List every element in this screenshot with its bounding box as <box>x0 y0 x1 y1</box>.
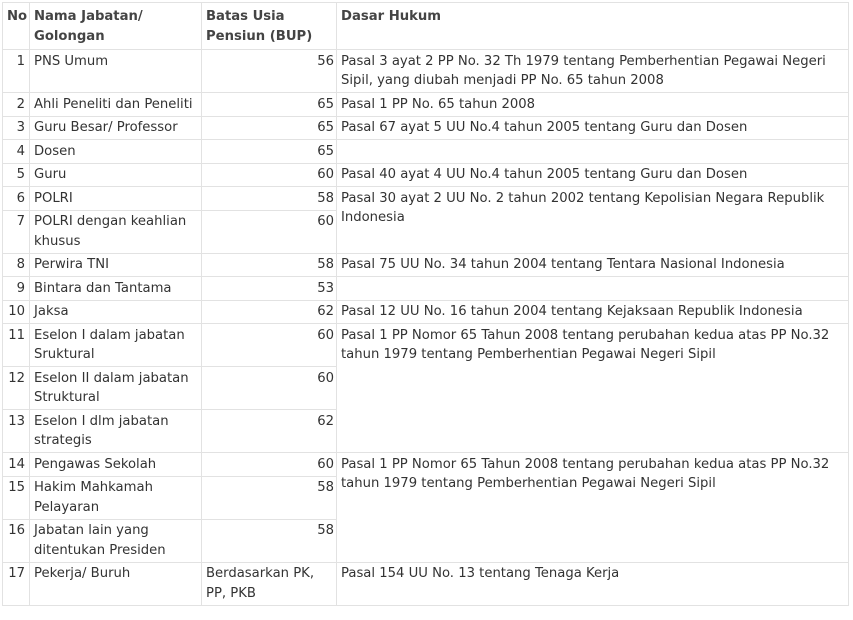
row-law <box>337 140 849 164</box>
row-bup: 60 <box>202 163 337 187</box>
table-row <box>3 140 849 164</box>
row-law: Pasal 30 ayat 2 UU No. 2 tahun 2002 tentang Kepolisian Negara Republik Indonesia <box>337 187 849 254</box>
row-name: PNS Umum <box>30 50 202 93</box>
row-no: 1 <box>3 50 30 93</box>
row-bup: 58 <box>202 519 337 562</box>
row-name: Guru <box>30 163 202 187</box>
row-law: Pasal 1 PP Nomor 65 Tahun 2008 tentang perubahan kedua atas PP No.32 tahun 1979 tentang Pemberhentian Pegawai Negeri Sipil <box>337 324 849 453</box>
table-row <box>3 324 849 367</box>
retirement-age-table <box>2 2 849 606</box>
row-bup: 60 <box>202 210 337 253</box>
row-bup: 62 <box>202 410 337 453</box>
row-no: 13 <box>3 410 30 453</box>
row-no: 16 <box>3 519 30 562</box>
row-name: Jaksa <box>30 300 202 324</box>
row-law: Pasal 67 ayat 5 UU No.4 tahun 2005 tentang Guru dan Dosen <box>337 116 849 140</box>
row-name: Hakim Mahkamah Pelayaran <box>30 476 202 519</box>
header-bup: Batas Usia Pensiun (BUP) <box>202 3 337 50</box>
row-bup: 65 <box>202 93 337 117</box>
row-bup: 56 <box>202 50 337 93</box>
row-no: 15 <box>3 476 30 519</box>
row-bup: 58 <box>202 187 337 211</box>
row-bup: 62 <box>202 300 337 324</box>
row-no: 4 <box>3 140 30 164</box>
header-name: Nama Jabatan/ Golongan <box>30 3 202 50</box>
table-row <box>3 93 849 117</box>
row-no: 10 <box>3 300 30 324</box>
table-row <box>3 187 849 211</box>
row-law <box>337 277 849 301</box>
row-no: 8 <box>3 253 30 277</box>
row-name: POLRI dengan keahlian khusus <box>30 210 202 253</box>
row-bup: 60 <box>202 453 337 477</box>
table-row <box>3 163 849 187</box>
row-name: Ahli Peneliti dan Peneliti <box>30 93 202 117</box>
row-no: 6 <box>3 187 30 211</box>
header-law: Dasar Hukum <box>337 3 849 50</box>
row-bup: 60 <box>202 367 337 410</box>
row-bup: 58 <box>202 476 337 519</box>
row-law: Pasal 1 PP No. 65 tahun 2008 <box>337 93 849 117</box>
row-no: 7 <box>3 210 30 253</box>
row-law: Pasal 1 PP Nomor 65 Tahun 2008 tentang perubahan kedua atas PP No.32 tahun 1979 tentang Pemberhentian Pegawai Negeri Sipil <box>337 453 849 563</box>
row-name: Pengawas Sekolah <box>30 453 202 477</box>
table-row <box>3 300 849 324</box>
header-no: No <box>3 3 30 50</box>
row-bup: 65 <box>202 116 337 140</box>
row-name: Bintara dan Tantama <box>30 277 202 301</box>
row-bup: 53 <box>202 277 337 301</box>
row-law: Pasal 75 UU No. 34 tahun 2004 tentang Tentara Nasional Indonesia <box>337 253 849 277</box>
row-name: Jabatan lain yang ditentukan Presiden <box>30 519 202 562</box>
row-no: 17 <box>3 562 30 605</box>
row-law: Pasal 154 UU No. 13 tentang Tenaga Kerja <box>337 562 849 605</box>
row-name: Eselon II dalam jabatan Struktural <box>30 367 202 410</box>
row-name: Eselon I dalam jabatan Sruktural <box>30 324 202 367</box>
row-name: Eselon I dlm jabatan strategis <box>30 410 202 453</box>
row-no: 9 <box>3 277 30 301</box>
table-row <box>3 116 849 140</box>
table-header-row <box>3 3 849 50</box>
row-no: 11 <box>3 324 30 367</box>
row-no: 5 <box>3 163 30 187</box>
table-row <box>3 562 849 605</box>
row-name: Guru Besar/ Professor <box>30 116 202 140</box>
row-bup: 58 <box>202 253 337 277</box>
row-name: Perwira TNI <box>30 253 202 277</box>
table-row <box>3 253 849 277</box>
table-row <box>3 277 849 301</box>
row-bup: Berdasarkan PK, PP, PKB <box>202 562 337 605</box>
table-row <box>3 50 849 93</box>
row-no: 2 <box>3 93 30 117</box>
row-name: Pekerja/ Buruh <box>30 562 202 605</box>
row-law: Pasal 12 UU No. 16 tahun 2004 tentang Kejaksaan Republik Indonesia <box>337 300 849 324</box>
row-no: 14 <box>3 453 30 477</box>
row-law: Pasal 40 ayat 4 UU No.4 tahun 2005 tentang Guru dan Dosen <box>337 163 849 187</box>
row-bup: 65 <box>202 140 337 164</box>
row-no: 3 <box>3 116 30 140</box>
table-row <box>3 453 849 477</box>
row-law: Pasal 3 ayat 2 PP No. 32 Th 1979 tentang Pemberhentian Pegawai Negeri Sipil, yang diubah menjadi PP No. 65 tahun 2008 <box>337 50 849 93</box>
row-no: 12 <box>3 367 30 410</box>
row-name: Dosen <box>30 140 202 164</box>
row-bup: 60 <box>202 324 337 367</box>
row-name: POLRI <box>30 187 202 211</box>
